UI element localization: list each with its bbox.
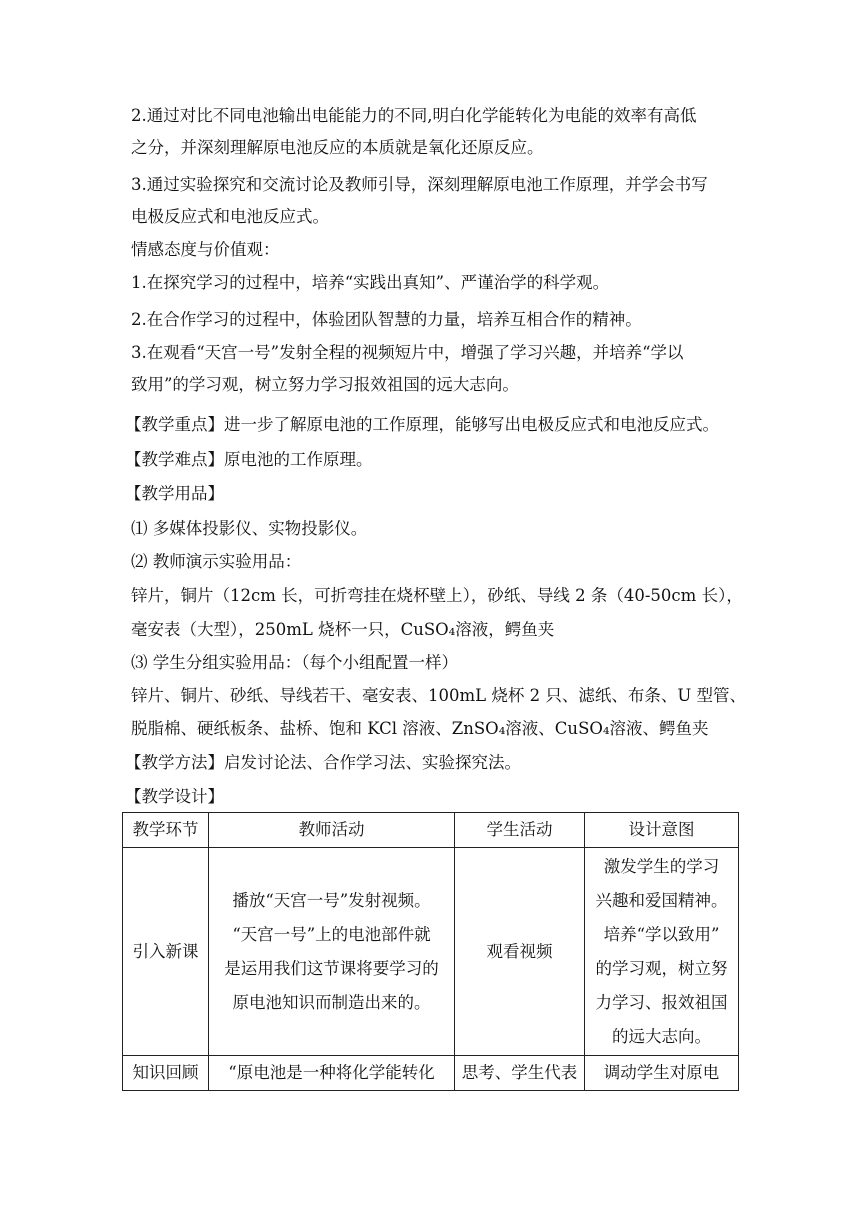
difficulty-heading: 【教学难点】原电池的工作原理。 [125,450,373,469]
materials-line: ⑶ 学生分组实验用品：（每个小组配置一样） [131,653,458,672]
column-header: 教师活动 [209,813,455,848]
design-intent-line: 的远大志向。 [612,1026,711,1046]
column-header: 学生活动 [455,813,585,848]
column-header: 教学环节 [123,813,209,848]
design-intent-line: 激发学生的学习 [603,856,720,876]
stage-cell: 知识回顾 [123,1056,209,1091]
teacher-activity-line: “天宫一号”上的电池部件就 [232,924,431,944]
materials-line: ⑴ 多媒体投影仪、实物投影仪。 [131,519,368,538]
teacher-activity-line: 是运用我们这节课将要学习的 [224,958,439,978]
design-intent-cell [585,848,739,1056]
teacher-activity-line: 播放“天宫一号”发射视频。 [232,890,431,910]
teacher-activity-cell [209,848,455,1056]
design-intent-line: 培养“学以致用” [603,924,720,944]
objective-line: 电极反应式和电池反应式。 [131,207,329,226]
teacher-activity-cell: “原电池是一种将化学能转化 [209,1056,455,1091]
objective-line: 3.通过实验探究和交流讨论及教师引导，深刻理解原电池工作原理，并学会书写 [131,175,708,194]
materials-line: 毫安表（大型），250mL 烧杯一只，CuSO₄溶液，鳄鱼夹 [131,620,555,639]
design-heading: 【教学设计】 [125,787,224,806]
design-intent-line: 力学习、报效祖国 [595,992,728,1012]
objective-line: 2.通过对比不同电池输出电能能力的不同,明白化学能转化为电能的效率有高低 [131,106,697,125]
stage-cell: 引入新课 [123,848,209,1056]
design-intent-cell: 调动学生对原电 [585,1056,739,1091]
table-header-row [123,813,739,848]
design-intent-line: 兴趣和爱国精神。 [595,890,728,910]
materials-line: 锌片、铜片、砂纸、导线若干、毫安表、100mL 烧杯 2 只、滤纸、布条、U 型管、 [131,686,746,705]
methods-heading: 【教学方法】启发讨论法、合作学习法、实验探究法。 [125,753,521,772]
table-row [123,848,739,1056]
objective-line: 1.在探究学习的过程中，培养“实践出真知”、严谨治学的科学观。 [131,273,610,292]
design-intent-line: 的学习观，树立努 [595,958,728,978]
objective-line: 2.在合作学习的过程中，体验团队智慧的力量，培养互相合作的精神。 [131,310,642,329]
materials-heading: 【教学用品】 [125,484,224,503]
table-row [123,1056,739,1091]
student-activity-cell: 观看视频 [455,848,585,1056]
lesson-design-table [122,812,739,1091]
section-subheading: 情感态度与价值观： [131,240,280,259]
teacher-activity-line: 原电池知识而制造出来的。 [232,992,431,1012]
materials-line: ⑵ 教师演示实验用品： [131,552,302,571]
objective-line: 致用”的学习观，树立努力学习报效祖国的远大志向。 [131,375,519,394]
key-point-heading: 【教学重点】进一步了解原电池的工作原理，能够写出电极反应式和电池反应式。 [125,415,719,434]
objective-line: 3.在观看“天宫一号”发射全程的视频短片中，增强了学习兴趣，并培养“学以 [131,343,684,362]
student-activity-cell: 思考、学生代表 [455,1056,585,1091]
materials-line: 脱脂棉、硬纸板条、盐桥、饱和 KCl 溶液、ZnSO₄溶液、CuSO₄溶液、鳄鱼夹 [131,719,709,738]
materials-line: 锌片，铜片（12cm 长，可折弯挂在烧杯壁上），砂纸、导线 2 条（40-50cm 长）， [131,586,743,605]
column-header: 设计意图 [585,813,739,848]
objective-line: 之分，并深刻理解原电池反应的本质就是氧化还原反应。 [131,138,544,157]
